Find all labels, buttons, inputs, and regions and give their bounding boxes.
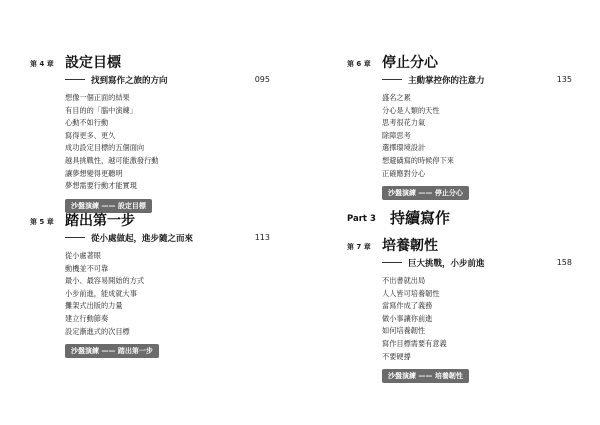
chapter-4-exercise-badge: 沙盤演練 —— 設定目標 (65, 199, 152, 213)
list-item: 讓夢想變得更聽明 (65, 168, 123, 178)
list-item: 分心是人類的天性 (382, 105, 440, 115)
chapter-7-items (382, 275, 600, 363)
chapter-6-items (382, 92, 600, 180)
list-item: 除障思考 (382, 130, 411, 140)
list-item: 想避磺寫的時候停下來 (382, 155, 454, 165)
chapter-4-page: 095 (254, 75, 270, 84)
list-item: 思考很花力氣 (382, 118, 426, 128)
list-item: 從小處著眼 (65, 251, 101, 260)
list-item: 建立行動節奏 (65, 313, 109, 323)
list-item: 不出書就出局 (382, 276, 426, 285)
chapter-5-page: 113 (254, 233, 270, 242)
dash-rule (382, 79, 402, 80)
chapter-5-items (65, 250, 305, 338)
list-item: 寫作目標需要有意義 (382, 338, 447, 348)
chapter-5-subtitle: 從小處做起，進步隨之而來 (65, 232, 193, 244)
list-item: 夢想需要行動才能實現 (65, 181, 137, 191)
chapter-4-subtitle: 找到寫作之旅的方向 (65, 74, 168, 86)
chapter-6-title: 停止分心 (382, 55, 438, 71)
chapter-7-title: 培養韌性 (382, 238, 438, 254)
dash-rule (65, 79, 85, 80)
dash-rule (65, 237, 85, 238)
chapter-7-block (347, 235, 572, 383)
list-item: 攤架式出版的力量 (65, 301, 123, 311)
list-item: 做小事讓你前進 (382, 313, 433, 323)
list-item: 小步前進，能成就大事 (65, 288, 137, 298)
list-item: 想像一個正面的結果 (65, 93, 130, 102)
dash-rule (382, 262, 402, 263)
chapter-5-block (30, 210, 270, 358)
list-item: 正確應對分心 (382, 168, 426, 178)
list-item: 動機並不可靠 (65, 263, 109, 273)
chapter-6-block (347, 52, 572, 200)
list-item: 最小、最容易開始的方式 (65, 276, 145, 286)
chapter-7-subtitle: 巨大挑戰，小步前進 (382, 257, 485, 269)
list-item: 當寫作成了義務 (382, 301, 433, 311)
chapter-4-block (30, 52, 270, 213)
list-item: 盛名之累 (382, 93, 411, 102)
chapter-6-label: 第 6 章 (347, 60, 371, 68)
list-item: 不要硬撐 (382, 351, 411, 361)
chapter-5-label: 第 5 章 (30, 218, 54, 226)
part-3-block (347, 205, 572, 383)
list-item: 人人皆可培養韌性 (382, 288, 440, 298)
list-item: 如何培養韌性 (382, 326, 426, 336)
list-item: 成功設定目標的五個面向 (65, 143, 145, 153)
chapter-4-label: 第 4 章 (30, 60, 54, 68)
chapter-5-title: 踏出第一步 (65, 213, 135, 229)
list-item: 越具挑戰性，越可能激發行動 (65, 155, 159, 165)
chapter-7-exercise-badge: 沙盤演練 —— 培養韌性 (382, 369, 469, 383)
list-item: 選擇環境設計 (382, 143, 426, 153)
chapter-5-exercise-badge: 沙盤演練 —— 踏出第一步 (65, 344, 159, 358)
chapter-7-label: 第 7 章 (347, 243, 371, 251)
chapter-6-subtitle: 主動掌控你的注意力 (382, 74, 485, 86)
chapter-4-title: 設定目標 (65, 55, 121, 71)
list-item: 有目的的「腦中演練」 (65, 105, 137, 115)
list-item: 寫得更多、更久 (65, 130, 116, 140)
chapter-7-page: 158 (556, 258, 572, 267)
chapter-6-exercise-badge: 沙盤演練 —— 停止分心 (382, 186, 469, 200)
chapter-4-items (65, 92, 305, 193)
part-3-title: 持續寫作 (390, 209, 451, 227)
list-item: 心動不如行動 (65, 118, 109, 128)
chapter-6-page: 135 (556, 75, 572, 84)
list-item: 設定漸進式的次目標 (65, 326, 130, 336)
part-3-label: Part 3 (347, 214, 376, 224)
